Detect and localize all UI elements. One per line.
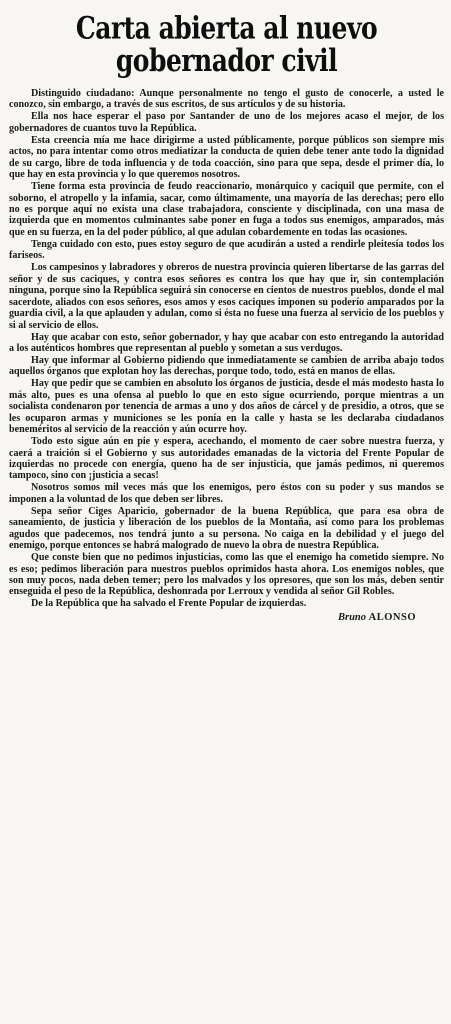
author-first-name: Bruno: [338, 611, 367, 623]
paragraph: Que conste bien que no pedimos injusticias, como las que el enemigo ha cometido siempre. No es eso; pedimos liberación para nuestros pueblos oprimidos hasta ahora. Los enemigos nobles, que son muy pocos, nada deben temer; pero los malvados y los opresores, que son los más, deben sentir enseguida el peso de la República, deshonrada por Lerroux y vendida al señor Gil Robles.: [9, 552, 444, 598]
paragraph: Hay que pedir que se cambien en absoluto los órganos de justicia, desde el más modesto hasta lo más alto, pues es una ofensa al pueblo lo que en esto sigue ocurriendo, porque mientras a un socialista condenaron por tenencia de armas a uno y dos años de cárcel y de presidio, a otros, que se les ocuparon armas y municiones se les ponía en la calle y hasta se les declaraba ciudadanos beneméritos al servicio de la reacción y aún ocurre hoy.: [9, 378, 444, 436]
paragraph-greeting: Distinguido ciudadano: Aunque personalmente no tengo el gusto de conocerle, a usted le conozco, sin embargo, a través de sus escritos, de sus artículos y de su historia.: [9, 88, 444, 111]
paragraph: Nosotros somos mil veces más que los enemigos, pero éstos con su poder y sus mandos se imponen a la voluntad de los que deben ser libres.: [9, 482, 444, 505]
paragraph: Hay que acabar con esto, señor gobernador, y hay que acabar con esto entregando la autoridad a los auténticos hombres que representan al pueblo y sometan a sus verdugos.: [9, 331, 444, 354]
paragraph: Hay que informar al Gobierno pidiendo que inmediatamente se cambien de arriba abajo todos aquellos órganos que explotan hoy las derechas, porque todo, todo, está en manos de ellas.: [9, 354, 444, 378]
paragraph: Los campesinos y labradores y obreros de nuestra provincia quieren libertarse de las garras del señor y de sus caciques, y contra esos señores es contra los que hay que ir, sin contemplación ninguna, porque sino la República seguirá sin conocerse en cientos de nuestros pueblos, donde el mal sacerdote, aliados con esos señores, esos amos y esos caciques imponen su poderío amparados por la guardia civil, a la que aplauden y adulan, como si ésta no fuese una fuerza al servicio de los pueblos y si al servicio de ellos.: [9, 262, 444, 331]
paragraph: Todo esto sigue aún en pie y espera, acechando, el momento de caer sobre nuestra fuerza, y caerá a traición si el Gobierno y sus autoridades emanadas de la victoria del Frente Popular de izquierdas no procede con energía, queno ha de ser injusticia, que jamás pedimos, ni queremos tampoco, sino con ¡justicia a secas!: [9, 436, 444, 482]
article-body: [9, 88, 444, 610]
paragraph: Tiene forma esta provincia de feudo reaccionario, monárquico y caciquil que permite, con el soborno, el atropello y la infamia, sacar, como últimamente, una mayoría de las derechas; pero ello no es porque aquí no exista una clase trabajadora, consciente y disciplinada, con una masa de izquierda que en momentos culminantes sabe poner en fuga a todos sus enemigos, amparados, más que en su fuerza, en la del poder público, al que adulan cobardemente en todas las ocasiones.: [9, 181, 444, 238]
paragraph: Ella nos hace esperar el paso por Santander de uno de los mejores acaso el mejor, de los gobernadores de cuantos tuvo la República.: [9, 111, 444, 134]
author-signature: [9, 612, 444, 623]
article-title: Carta abierta al nuevo gobernador civil: [75, 9, 378, 79]
paragraph-closing: De la República que ha salvado el Frente Popular de izquierdas.: [31, 598, 307, 610]
paragraph: Esta creencia mía me hace dirigirme a usted públicamente, porque públicos son siempre mis actos, no para intentar como otros mediatizar la conducta de quien debe tener ante todo la dignidad de su cargo, libre de toda influencia y de toda coacción, sino para que sepa, desde el primer día, lo que hay en esta provincia y lo que queremos nosotros.: [9, 134, 444, 181]
author-surname: ALONSO: [368, 611, 416, 623]
paragraph: Tenga cuidado con esto, pues estoy seguro de que acudirán a usted a rendirle pleitesía todos los fariseos.: [9, 238, 444, 262]
paragraph: Sepa señor Ciges Aparicio, gobernador de la buena República, que para esa obra de saneamiento, de justicia y liberación de los pueblos de la Montaña, así como para los problemas agudos que padecemos, nos tendrá junto a su persona. No caiga en la debilidad y el juego del enemigo, porque entonces se habrá malogrado de nuevo la obra de nuestra República.: [9, 505, 444, 552]
